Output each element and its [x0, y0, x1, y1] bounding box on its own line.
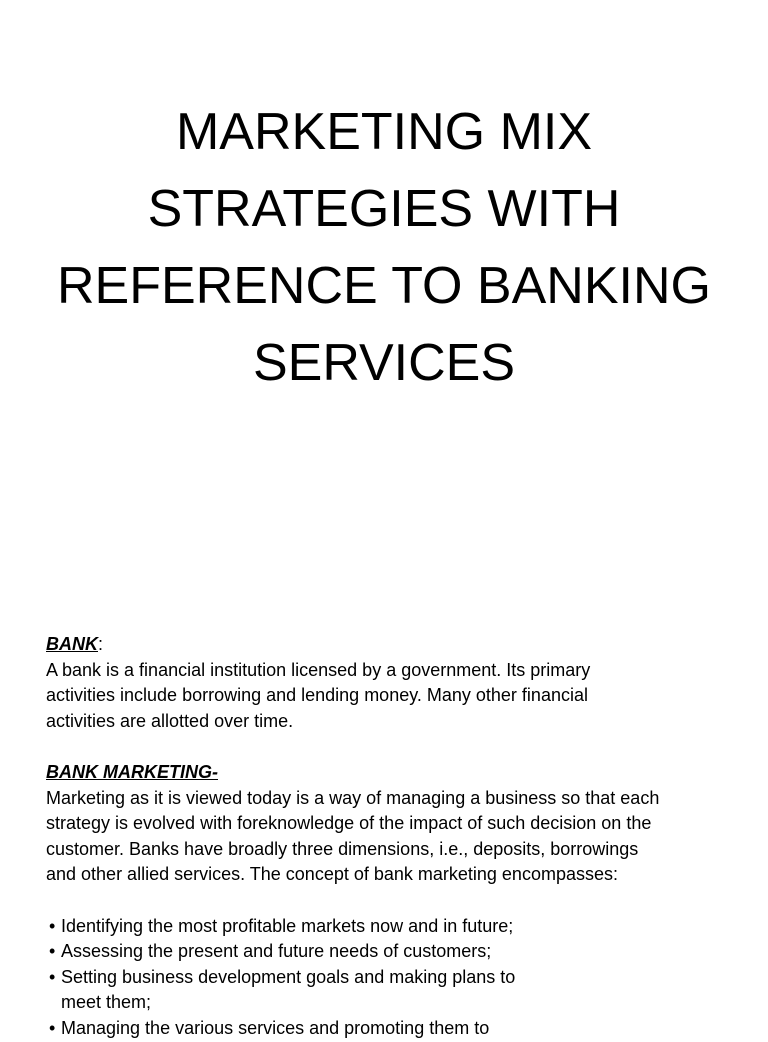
list-item: [49, 914, 746, 940]
title-line-2: STRATEGIES WITH: [147, 180, 621, 238]
bullet-glyph: •: [49, 915, 56, 936]
paragraph-gap: [46, 888, 746, 914]
list-item: [49, 1016, 746, 1042]
bank-marketing-heading-line: [46, 760, 746, 786]
paragraph-gap: [46, 734, 746, 760]
body-text: [46, 632, 746, 1042]
bank-marketing-heading: BANK MARKETING-: [46, 761, 218, 782]
bank-definition-line-1: A bank is a financial institution licensed by a government. Its primary: [46, 659, 591, 680]
bullet-glyph: •: [49, 966, 56, 987]
bullet-glyph: •: [49, 941, 56, 962]
bank-marketing-line-3: customer. Banks have broadly three dimensions, i.e., deposits, borrowings: [46, 838, 639, 859]
bank-heading-line: [46, 632, 746, 658]
list-item-text: Managing the various services and promoting them to: [61, 1017, 490, 1038]
bullet-list: [46, 914, 746, 1042]
bank-marketing-line-2: strategy is evolved with foreknowledge of the impact of such decision on the: [46, 813, 652, 834]
list-item-text: Identifying the most profitable markets now and in future;: [61, 915, 514, 936]
bank-marketing-line-1: Marketing as it is viewed today is a way of managing a business so that each: [46, 787, 660, 808]
title-line-1: MARKETING MIX: [175, 103, 593, 161]
list-item-text: Assessing the present and future needs of customers;: [61, 941, 492, 962]
bullet-glyph: •: [49, 1017, 56, 1038]
page-title: [20, 94, 748, 402]
list-item-text-continued: meet them;: [61, 992, 152, 1013]
bank-marketing-line-4: and other allied services. The concept of bank marketing encompasses:: [46, 864, 618, 885]
list-item: [49, 939, 746, 965]
bank-heading: BANK: [46, 634, 98, 654]
bank-definition-line-2: activities include borrowing and lending money. Many other financial: [46, 685, 588, 706]
bank-heading-colon: :: [98, 634, 104, 654]
list-item: [49, 965, 746, 1016]
title-line-3: REFERENCE TO BANKING: [57, 257, 711, 315]
list-item-text: Setting business development goals and making plans to: [61, 966, 516, 987]
bank-definition-line-3: activities are allotted over time.: [46, 710, 294, 731]
title-line-4: SERVICES: [252, 334, 516, 392]
